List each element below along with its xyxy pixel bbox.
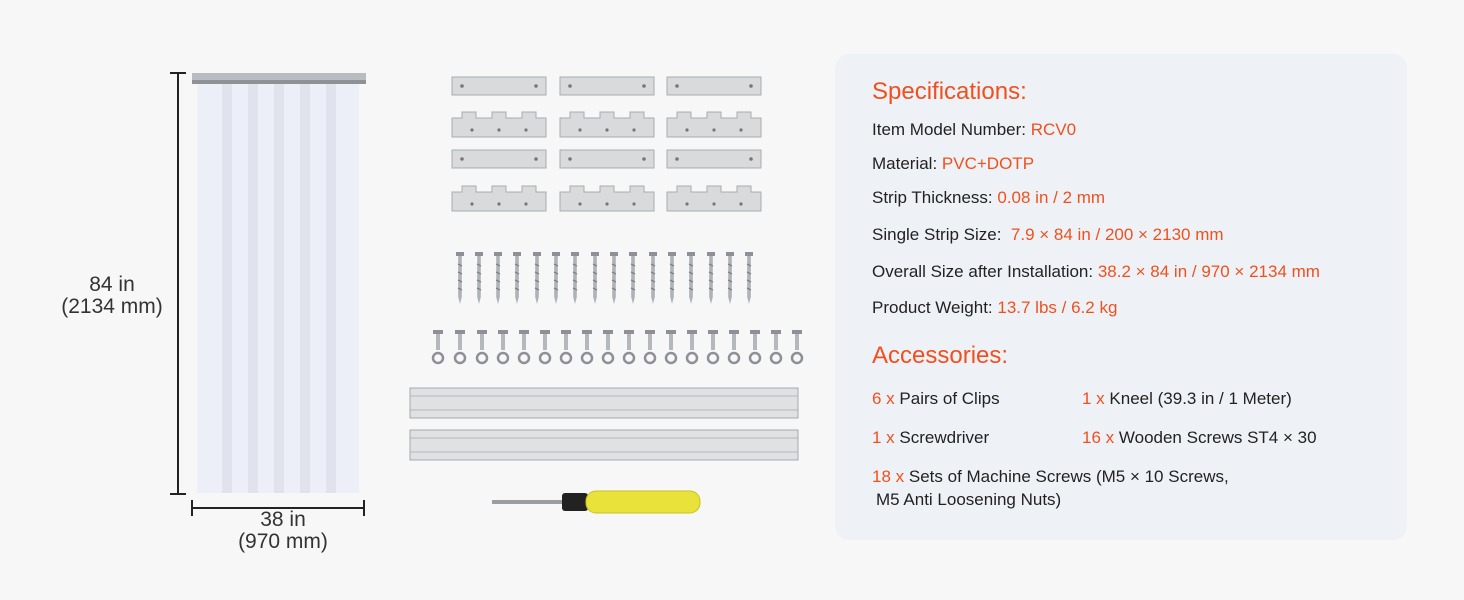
clips	[452, 77, 761, 211]
height-mm: (2134 mm)	[61, 295, 163, 318]
accessory-machine-screws: 18 x Sets of Machine Screws (M5 × 10 Screws,	[872, 467, 1229, 486]
accessory-wooden-screws: 16 x Wooden Screws ST4 × 30	[1082, 428, 1317, 447]
spec-row-model: Item Model Number: RCV0	[872, 120, 1077, 139]
spec-row-strip-size: Single Strip Size: 7.9 × 84 in / 200 × 2130 mm	[872, 225, 1224, 244]
accessory-screwdriver: 1 x Screwdriver	[872, 428, 990, 447]
spec-row-material: Material: PVC+DOTP	[872, 154, 1035, 173]
accessories-title: Accessories:	[872, 342, 1009, 369]
spec-row-thickness: Strip Thickness: 0.08 in / 2 mm	[872, 188, 1106, 207]
specifications-title: Specifications:	[872, 78, 1027, 105]
accessory-nuts: M5 Anti Loosening Nuts)	[876, 490, 1062, 509]
wooden-screws	[456, 252, 753, 304]
accessory-clips: 6 x Pairs of Clips	[872, 389, 1000, 408]
screwdriver	[492, 491, 700, 513]
width-mm: (970 mm)	[238, 530, 328, 553]
specifications-panel	[835, 54, 1407, 540]
accessory-kneel: 1 x Kneel (39.3 in / 1 Meter)	[1082, 389, 1292, 408]
machine-screws-and-nuts	[433, 330, 802, 363]
spec-row-overall-size: Overall Size after Installation: 38.2 × 84 in / 970 × 2134 mm	[872, 262, 1320, 281]
spec-row-weight: Product Weight: 13.7 lbs / 6.2 kg	[872, 298, 1118, 317]
mounting-rails	[410, 388, 798, 460]
width-in: 38 in	[260, 508, 306, 531]
height-in: 84 in	[89, 273, 135, 296]
